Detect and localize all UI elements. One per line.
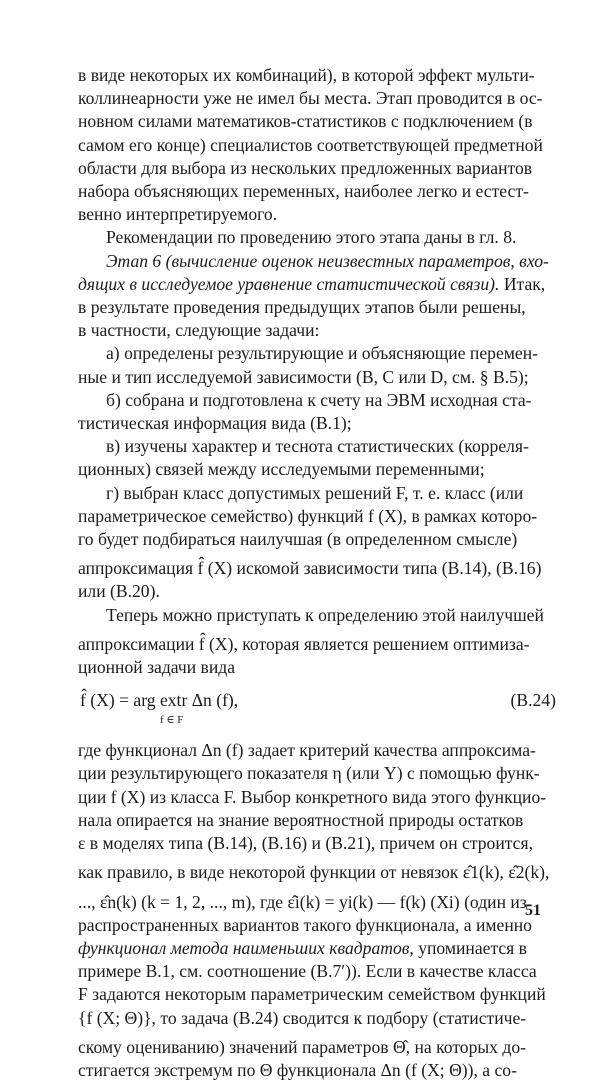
text-line — [78, 937, 556, 960]
text-line: {f (X; Θ)}, то задача (B.24) сводится к подбору (статистиче- — [78, 1007, 527, 1028]
text-line: нала опирается на знание вероятностной природы остатков — [78, 809, 524, 830]
list-item-v: в) изучены характер и теснота статистических (корреля- — [106, 436, 529, 457]
text-line: го будет подбираться наилучшая (в определенном смысле) — [78, 529, 518, 550]
text-line: области для выбора из нескольких предложенных вариантов — [78, 157, 533, 178]
text-line: набора объясняющих переменных, наиболее легко и естест- — [78, 181, 529, 202]
text-line: скому оцениванию) значений параметров Θ̂, на которых до- — [78, 1036, 526, 1057]
text-line: ные и тип исследуемой зависимости (B, C или D, см. § B.5); — [78, 366, 529, 387]
text-line: в виде некоторых их комбинаций), в которой эффект мульти- — [78, 65, 535, 85]
text-span: , упоминается в — [409, 937, 527, 958]
text-line: ционной задачи вида — [78, 657, 236, 678]
text-line: в частности, следующие задачи: — [78, 320, 320, 341]
list-item-g: г) выбран класс допустимых решений F, т. е. класс (или — [106, 482, 524, 503]
text-line: распространенных вариантов такого функционала, а именно — [78, 914, 532, 935]
text-line: тистическая информация вида (B.1); — [78, 413, 352, 434]
text-line: F задаются некоторым параметрическим семейством функций — [78, 984, 546, 1005]
formula-expression — [78, 689, 239, 727]
text-span: Итак, — [499, 273, 546, 294]
list-item-a: а) определены результирующие и объясняющие перемен- — [106, 343, 538, 364]
page-number: 51 — [525, 902, 541, 919]
text-line: новном силами математиков-статистиков с подключением (в — [78, 111, 533, 132]
text-line: аппроксимация f̂ (X) искомой зависимости типа (B.14), (B.16) — [78, 558, 542, 579]
list-item-b: б) собрана и подготовлена к счету на ЭВМ исходная ста- — [106, 389, 532, 410]
text-line: ционных) связей между исследуемыми переменными; — [78, 459, 485, 480]
text-line: венно интерпретируемого. — [78, 204, 278, 225]
text-line: или (B.20). — [78, 581, 160, 602]
equation-number: (B.24) — [510, 690, 556, 711]
text-line: параметрическое семейство) функций f (X), в рамках которо- — [78, 505, 538, 526]
text-line: ε в моделях типа (B.14), (B.16) и (B.21), причем он строится, — [78, 833, 533, 854]
text-line: аппроксимации f̂ (X), которая является решением оптимиза- — [78, 633, 530, 654]
text-line: стигается экстремум по Θ функционала Δn (f (X; Θ)), а со- — [78, 1059, 517, 1080]
formula-b24 — [78, 689, 556, 733]
section-heading-end: дящих в исследуемое уравнение статистической связи). — [78, 273, 500, 294]
text-line: коллинеарности уже не имел бы места. Этап проводится в ос- — [78, 88, 543, 109]
text-line: где функционал Δn (f) задает критерий качества аппроксима- — [78, 740, 536, 761]
text-line: ции f (X) из класса F. Выбор конкретного вида этого функцио- — [78, 786, 547, 807]
text-line: Теперь можно приступать к определению этой наилучшей — [106, 604, 544, 625]
body-text — [78, 64, 556, 1082]
text-line: как правило, в виде некоторой функции от невязок ε̂1(k), ε̂2(k), — [78, 862, 550, 883]
text-line: Рекомендации по проведению этого этапа даны в гл. 8. — [106, 227, 517, 248]
text-line: примере B.1, см. соотношение (B.7′)). Если в качестве класса — [78, 961, 537, 982]
text-line: в результате проведения предыдущих этапов были решены, — [78, 297, 526, 318]
text-line: ции результирующего показателя η (или Y) с помощью функ- — [78, 763, 540, 784]
italic-term: функционал метода наименьших квадратов — [78, 937, 410, 958]
text-line: самом его конце) специалистов соответствующей предметной — [78, 134, 543, 155]
text-line: ..., ε̂n(k) (k = 1, 2, ..., m), где ε̂i(k) = yi(k) — f(k) (Xi) (один из — [78, 891, 527, 912]
formula-text: f̂ (X) = arg extr Δn (f), — [80, 690, 239, 711]
section-heading-line: Этап 6 (вычисление оценок неизвестных параметров, вхо- — [106, 250, 549, 271]
formula-subscript: f ∈ F — [160, 714, 184, 727]
text-line — [78, 273, 556, 296]
